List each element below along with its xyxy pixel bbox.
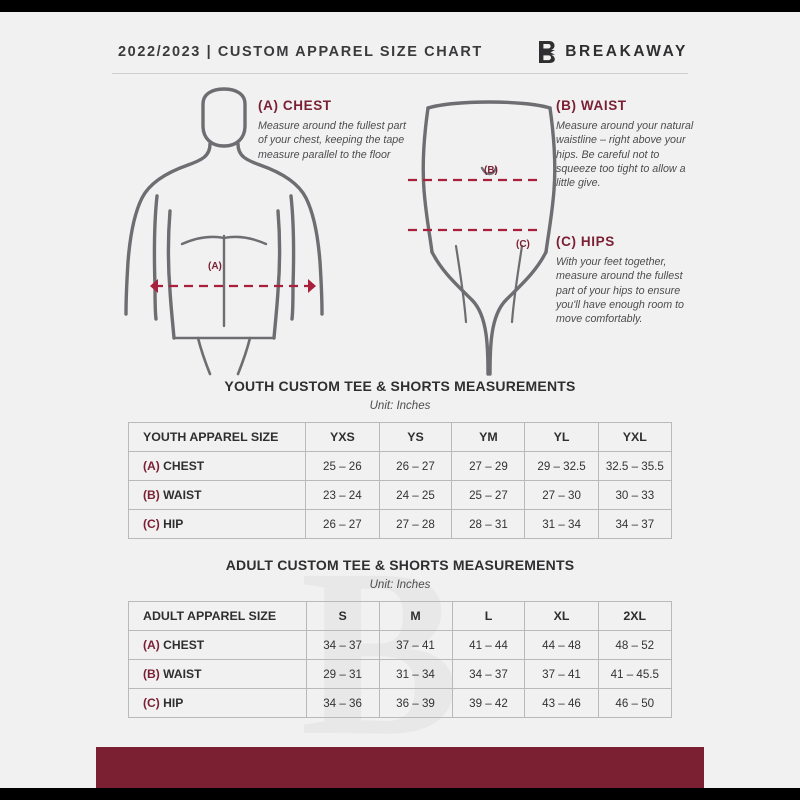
youth-row-marker-hip: (C) xyxy=(143,517,160,531)
adult-size-col-1: M xyxy=(379,602,452,631)
adult-chest-l: 41 – 44 xyxy=(452,631,525,660)
adult-row-label-chest xyxy=(129,631,307,660)
youth-row-label-waist xyxy=(129,481,306,510)
table-row xyxy=(129,631,672,660)
youth-size-col-4: YXL xyxy=(598,423,671,452)
chest-marker-label: (A) xyxy=(208,261,222,272)
youth-hip-yxs: 26 – 27 xyxy=(306,510,379,539)
adult-chest-2xl: 48 – 52 xyxy=(598,631,671,660)
footer-accent-bar xyxy=(96,747,704,788)
adult-chest-m: 37 – 41 xyxy=(379,631,452,660)
adult-waist-xl: 37 – 41 xyxy=(525,660,598,689)
youth-row-label-hip xyxy=(129,510,306,539)
youth-hip-ys: 27 – 28 xyxy=(379,510,452,539)
hips-marker-label: (C) xyxy=(516,239,530,250)
callout-waist-title: (B) WAIST xyxy=(556,98,627,113)
adult-hip-m: 36 – 39 xyxy=(379,689,452,718)
adult-row-label-hip xyxy=(129,689,307,718)
youth-waist-yxs: 23 – 24 xyxy=(306,481,379,510)
youth-chest-yxs: 25 – 26 xyxy=(306,452,379,481)
youth-size-table xyxy=(128,422,672,539)
adult-head-label: ADULT APPAREL SIZE xyxy=(129,602,307,631)
adult-chest-xl: 44 – 48 xyxy=(525,631,598,660)
youth-row-marker-waist: (B) xyxy=(143,488,160,502)
callout-chest xyxy=(258,98,406,162)
youth-row-name-waist: WAIST xyxy=(163,488,202,502)
adult-hip-s: 34 – 36 xyxy=(306,689,379,718)
brand-lockup xyxy=(536,40,688,64)
callout-hips xyxy=(556,234,698,326)
adult-section-unit: Unit: Inches xyxy=(369,579,431,591)
adult-chest-s: 34 – 37 xyxy=(306,631,379,660)
youth-row-marker-chest: (A) xyxy=(143,459,160,473)
youth-section-unit: Unit: Inches xyxy=(369,400,431,412)
adult-row-name-waist: WAIST xyxy=(163,667,202,681)
table-header-row xyxy=(129,423,672,452)
adult-size-col-0: S xyxy=(306,602,379,631)
adult-hip-xl: 43 – 46 xyxy=(525,689,598,718)
youth-chest-yxl: 32.5 – 35.5 xyxy=(598,452,671,481)
youth-chest-ys: 26 – 27 xyxy=(379,452,452,481)
adult-row-marker-waist: (B) xyxy=(143,667,160,681)
youth-row-label-chest xyxy=(129,452,306,481)
adult-size-col-4: 2XL xyxy=(598,602,671,631)
waist-measure-line-icon xyxy=(404,171,546,189)
youth-size-col-2: YM xyxy=(452,423,525,452)
youth-row-name-chest: CHEST xyxy=(163,459,205,473)
callout-chest-text: Measure around the fullest part of your chest, keeping the tape measure parallel to the floor xyxy=(258,120,406,161)
measurement-diagram xyxy=(0,76,800,366)
adult-waist-2xl: 41 – 45.5 xyxy=(598,660,671,689)
waist-marker-label: (B) xyxy=(484,165,498,176)
youth-chest-ym: 27 – 29 xyxy=(452,452,525,481)
adult-section-title: ADULT CUSTOM TEE & SHORTS MEASUREMENTS xyxy=(225,557,575,573)
adult-waist-m: 31 – 34 xyxy=(379,660,452,689)
table-row xyxy=(129,660,672,689)
page-header xyxy=(0,12,800,78)
table-header-row xyxy=(129,602,672,631)
youth-waist-yl: 27 – 30 xyxy=(525,481,598,510)
youth-size-col-3: YL xyxy=(525,423,598,452)
youth-row-name-hip: HIP xyxy=(163,517,184,531)
adult-row-name-hip: HIP xyxy=(163,696,184,710)
youth-size-col-1: YS xyxy=(379,423,452,452)
youth-section-title: YOUTH CUSTOM TEE & SHORTS MEASUREMENTS xyxy=(224,378,576,394)
adult-row-marker-chest: (A) xyxy=(143,638,160,652)
youth-hip-yxl: 34 – 37 xyxy=(598,510,671,539)
adult-size-table xyxy=(128,601,672,718)
breakaway-b-logo-icon xyxy=(536,40,556,64)
page-title: 2022/2023 | CUSTOM APPAREL SIZE CHART xyxy=(118,44,483,60)
chest-measure-line-icon xyxy=(148,276,318,296)
callout-hips-text: With your feet together, measure around the fullest part of your hips to ensure you'll have enough room to move comfortably. xyxy=(556,256,684,326)
adult-waist-s: 29 – 31 xyxy=(306,660,379,689)
youth-hip-ym: 28 – 31 xyxy=(452,510,525,539)
youth-waist-yxl: 30 – 33 xyxy=(598,481,671,510)
adult-size-col-3: XL xyxy=(525,602,598,631)
callout-chest-title: (A) CHEST xyxy=(258,98,332,113)
header-divider xyxy=(112,73,688,74)
youth-size-col-0: YXS xyxy=(306,423,379,452)
adult-row-label-waist xyxy=(129,660,307,689)
youth-hip-yl: 31 – 34 xyxy=(525,510,598,539)
youth-waist-ym: 25 – 27 xyxy=(452,481,525,510)
youth-chest-yl: 29 – 32.5 xyxy=(525,452,598,481)
youth-head-label: YOUTH APPAREL SIZE xyxy=(129,423,306,452)
callout-waist-text: Measure around your natural waistline – right above your hips. Be careful not to squeeze too tight to allow a little give. xyxy=(556,120,694,190)
size-chart-sheet xyxy=(0,12,800,788)
table-row xyxy=(129,452,672,481)
youth-waist-ys: 24 – 25 xyxy=(379,481,452,510)
adult-hip-2xl: 46 – 50 xyxy=(598,689,671,718)
adult-waist-l: 34 – 37 xyxy=(452,660,525,689)
adult-row-marker-hip: (C) xyxy=(143,696,160,710)
adult-row-name-chest: CHEST xyxy=(163,638,205,652)
callout-hips-title: (C) HIPS xyxy=(556,234,615,249)
adult-size-col-2: L xyxy=(452,602,525,631)
table-row xyxy=(129,689,672,718)
table-row xyxy=(129,481,672,510)
adult-hip-l: 39 – 42 xyxy=(452,689,525,718)
callout-waist xyxy=(556,98,698,190)
brand-name: BREAKAWAY xyxy=(565,43,688,60)
hips-measure-line-icon xyxy=(404,221,546,239)
table-row xyxy=(129,510,672,539)
